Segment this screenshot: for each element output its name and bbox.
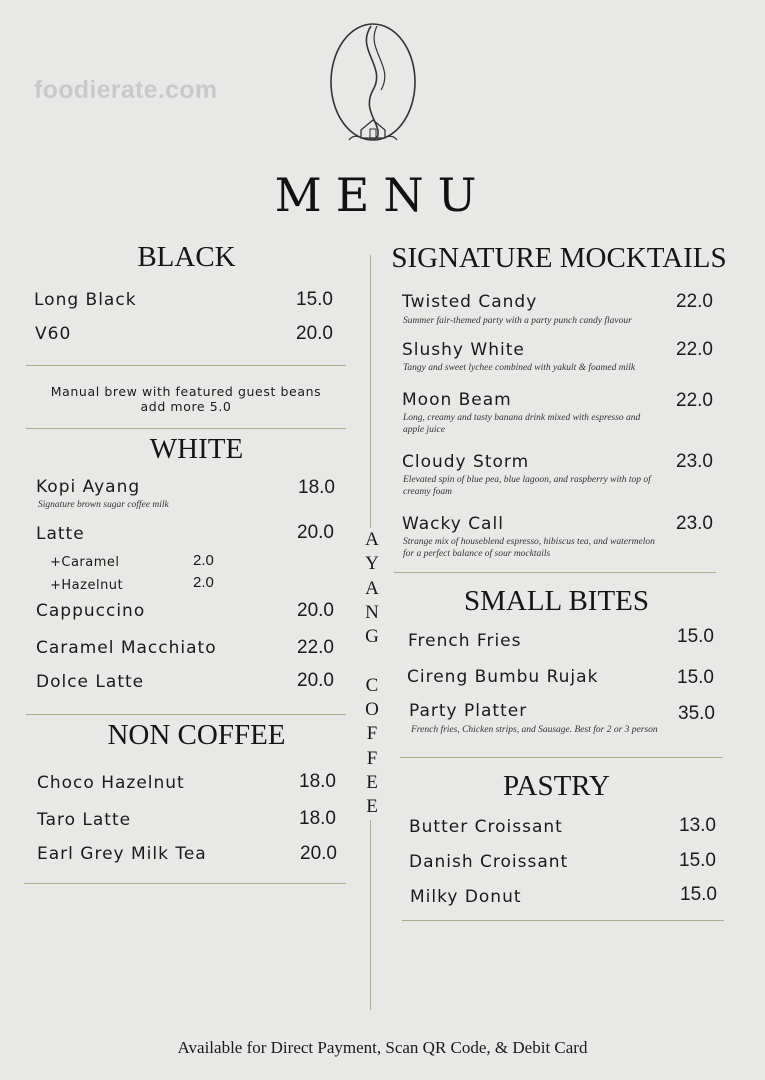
menu-item-v60: V60 — [35, 324, 72, 344]
note-line: Manual brew with featured guest beans — [50, 384, 322, 399]
menu-item-kopi-ayang: Kopi Ayang — [36, 477, 141, 497]
divider — [26, 714, 346, 715]
menu-price: 22.0 — [676, 390, 713, 411]
divider — [394, 572, 716, 573]
menu-item-description: Strange mix of houseblend espresso, hibiscus tea, and watermelon for a perfect balance of sour mocktails — [403, 537, 655, 559]
menu-price: 18.0 — [299, 808, 336, 829]
menu-price: 22.0 — [676, 339, 713, 360]
menu-item-party-platter: Party Platter — [409, 701, 528, 721]
brand-letter — [362, 649, 382, 673]
coffee-bean-logo — [325, 20, 421, 150]
divider — [26, 428, 346, 429]
brand-vertical-text — [362, 528, 382, 820]
addon-caramel: +Caramel — [50, 555, 120, 570]
menu-price: 15.0 — [296, 289, 333, 310]
menu-price: 20.0 — [297, 670, 334, 691]
divider — [26, 365, 346, 366]
divider — [402, 920, 724, 921]
menu-item-slushy-white: Slushy White — [402, 340, 525, 360]
menu-price: 18.0 — [299, 771, 336, 792]
note-line: add more 5.0 — [140, 399, 232, 414]
brand-letter: E — [366, 771, 378, 793]
menu-item-description: Tangy and sweet lychee combined with yakult & foamed milk — [403, 363, 636, 373]
menu-price: 20.0 — [297, 600, 334, 621]
menu-item-long-black: Long Black — [34, 290, 137, 310]
brand-letter: A — [365, 577, 379, 599]
menu-price: 15.0 — [679, 850, 716, 871]
menu-price: 20.0 — [296, 323, 333, 344]
menu-item-french-fries: French Fries — [408, 631, 522, 651]
menu-item-description: Signature brown sugar coffee milk — [38, 500, 169, 510]
addon-price: 2.0 — [193, 552, 214, 569]
addon-hazelnut: +Hazelnut — [50, 578, 124, 593]
page-title: MENU — [274, 168, 491, 222]
menu-item-wacky-call: Wacky Call — [402, 514, 504, 534]
menu-price: 22.0 — [297, 637, 334, 658]
addon-price: 2.0 — [193, 574, 214, 591]
menu-item-caramel-macchiato: Caramel Macchiato — [36, 638, 217, 658]
menu-item-taro-latte: Taro Latte — [37, 810, 132, 830]
menu-item-cappuccino: Cappuccino — [36, 601, 146, 621]
menu-price: 15.0 — [677, 667, 714, 688]
section-title-non-coffee: NON COFFEE — [107, 719, 286, 751]
payment-footer: Available for Direct Payment, Scan QR Code, & Debit Card — [177, 1038, 588, 1057]
menu-price: 13.0 — [679, 815, 716, 836]
menu-item-earl-grey-milk-tea: Earl Grey Milk Tea — [37, 844, 207, 864]
menu-item-description: Long, creamy and tasty banana drink mixed with espresso and apple juice — [403, 413, 641, 435]
section-title-small-bites: SMALL BITES — [463, 585, 650, 617]
brand-letter: A — [365, 529, 379, 550]
menu-price: 35.0 — [678, 703, 715, 724]
menu-item-dolce-latte: Dolce Latte — [36, 672, 145, 692]
manual-brew-note — [26, 384, 346, 414]
section-title-pastry: PASTRY — [503, 770, 610, 802]
menu-price: 23.0 — [676, 451, 713, 472]
menu-item-danish-croissant: Danish Croissant — [409, 852, 569, 872]
menu-item-latte: Latte — [36, 524, 85, 544]
menu-item-moon-beam: Moon Beam — [402, 390, 512, 410]
menu-item-twisted-candy: Twisted Candy — [402, 292, 538, 312]
menu-item-milky-donut: Milky Donut — [410, 887, 522, 907]
divider — [400, 757, 723, 758]
menu-item-description: French fries, Chicken strips, and Sausage. Best for 2 or 3 person — [411, 725, 658, 735]
menu-item-choco-hazelnut: Choco Hazelnut — [37, 773, 185, 793]
brand-letter: F — [366, 723, 378, 745]
menu-item-cloudy-storm: Cloudy Storm — [402, 452, 530, 472]
divider — [24, 883, 346, 884]
brand-letter: F — [366, 747, 378, 769]
section-title-white: WHITE — [149, 433, 244, 465]
menu-price: 20.0 — [297, 522, 334, 543]
menu-price: 20.0 — [300, 843, 337, 864]
brand-letter: Y — [365, 553, 379, 575]
menu-item-description: Summer fair-themed party with a party punch candy flavour — [403, 316, 632, 326]
menu-item-description: Elevated spin of blue pea, blue lagoon, and raspberry with top of creamy foam — [403, 475, 651, 497]
brand-letter: C — [365, 674, 379, 696]
menu-price: 23.0 — [676, 513, 713, 534]
brand-letter: O — [365, 699, 379, 721]
section-title-signature-mocktails: SIGNATURE MOCKTAILS — [391, 242, 727, 274]
brand-letter: E — [366, 796, 378, 818]
menu-price: 18.0 — [298, 477, 335, 498]
menu-price: 15.0 — [677, 626, 714, 647]
menu-price: 22.0 — [676, 291, 713, 312]
menu-price: 15.0 — [680, 884, 717, 905]
brand-letter: N — [365, 601, 379, 623]
section-title-black: BLACK — [137, 241, 236, 273]
menu-item-cireng-bumbu-rujak: Cireng Bumbu Rujak — [407, 667, 599, 687]
brand-letter: G — [365, 626, 379, 648]
watermark: foodierate.com — [34, 76, 218, 104]
menu-item-butter-croissant: Butter Croissant — [409, 817, 563, 837]
